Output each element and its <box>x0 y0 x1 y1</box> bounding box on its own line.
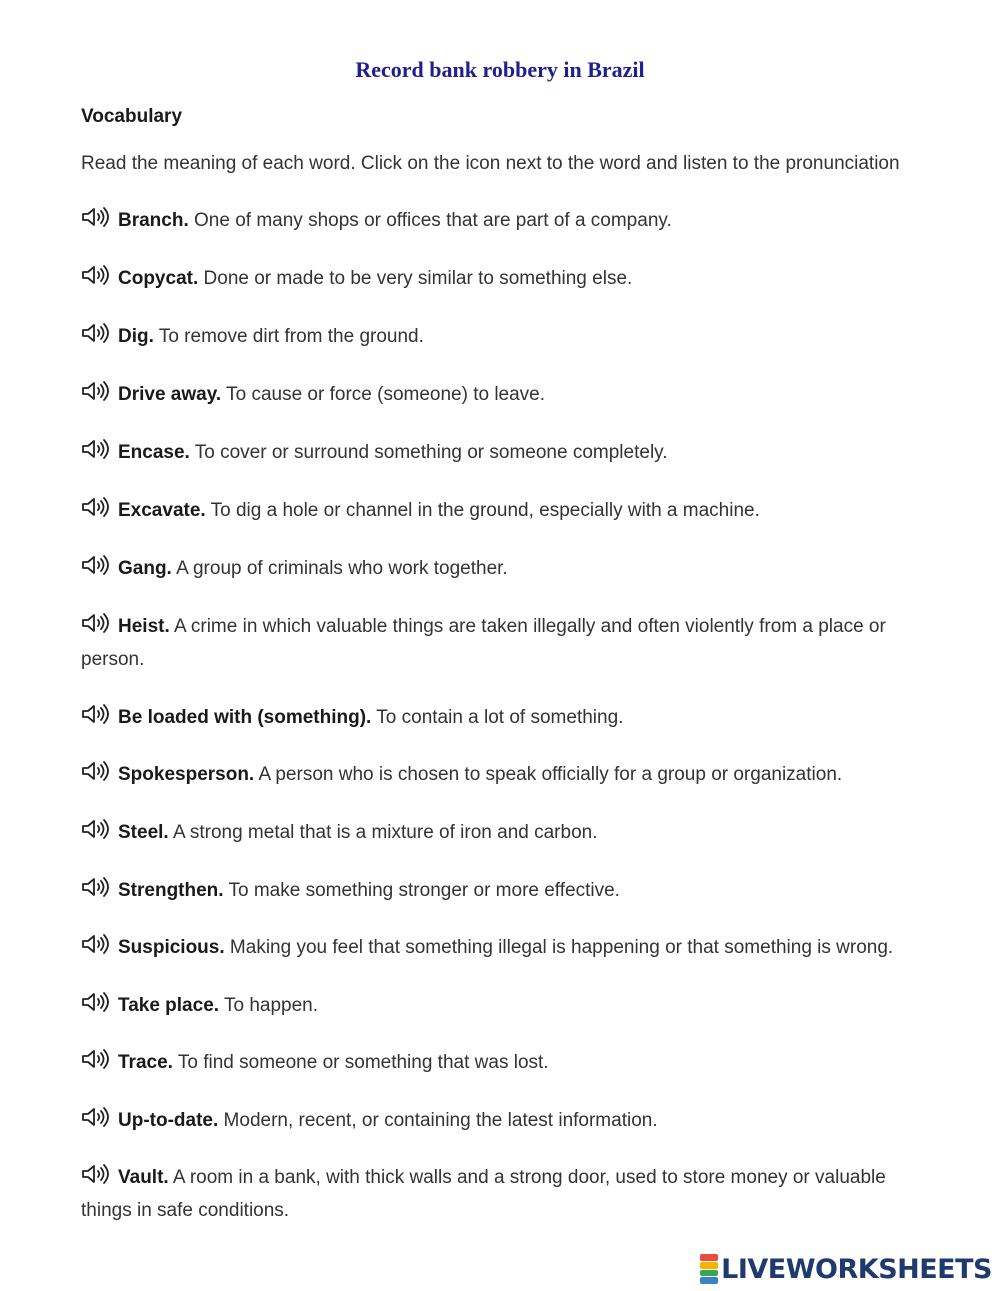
vocabulary-entry <box>81 204 931 237</box>
speaker-icon[interactable] <box>81 322 113 344</box>
speaker-icon[interactable] <box>81 818 113 840</box>
speaker-icon[interactable] <box>81 1048 113 1070</box>
section-heading: Vocabulary <box>81 106 183 127</box>
vocabulary-definition: A crime in which valuable things are taken illegally and often violently from a place or person. <box>81 616 886 670</box>
vocabulary-entry <box>81 320 931 353</box>
vocabulary-definition: Modern, recent, or containing the latest information. <box>223 1110 658 1131</box>
page-title: Record bank robbery in Brazil <box>355 57 645 82</box>
vocabulary-term: Take place. <box>118 995 220 1016</box>
logo-mark-icon <box>700 1254 718 1284</box>
vocabulary-term: Heist. <box>118 616 170 637</box>
vocabulary-term: Vault. <box>118 1167 169 1188</box>
vocabulary-definition: To happen. <box>223 995 319 1016</box>
speaker-icon[interactable] <box>81 703 113 725</box>
vocabulary-term: Dig. <box>118 326 154 347</box>
liveworksheets-logo <box>700 1252 992 1286</box>
vocabulary-entry <box>81 494 931 527</box>
vocabulary-entry <box>81 931 931 964</box>
speaker-icon[interactable] <box>81 438 113 460</box>
vocabulary-definition: To find someone or something that was lost. <box>177 1052 549 1073</box>
vocabulary-definition: A strong metal that is a mixture of iron and carbon. <box>172 822 598 843</box>
vocabulary-entry <box>81 701 931 734</box>
speaker-icon[interactable] <box>81 876 113 898</box>
vocabulary-term: Gang. <box>118 558 172 579</box>
vocabulary-entry <box>81 610 931 676</box>
speaker-icon[interactable] <box>81 264 113 286</box>
instructions-text: Read the meaning of each word. Click on the icon next to the word and listen to the pronunciation <box>81 153 900 174</box>
vocabulary-definition: Making you feel that something illegal is happening or that something is wrong. <box>229 937 894 958</box>
speaker-icon[interactable] <box>81 933 113 955</box>
vocabulary-definition: To contain a lot of something. <box>376 707 624 728</box>
speaker-icon[interactable] <box>81 496 113 518</box>
vocabulary-term: Trace. <box>118 1052 173 1073</box>
speaker-icon[interactable] <box>81 1106 113 1128</box>
speaker-icon[interactable] <box>81 1163 113 1185</box>
vocabulary-entry <box>81 1104 931 1137</box>
vocabulary-term: Copycat. <box>118 268 199 289</box>
logo-text: LIVEWORKSHEETS <box>721 1253 992 1285</box>
vocabulary-term: Drive away. <box>118 384 222 405</box>
vocabulary-definition: One of many shops or offices that are part of a company. <box>194 210 672 231</box>
speaker-icon[interactable] <box>81 380 113 402</box>
vocabulary-term: Branch. <box>118 210 189 231</box>
vocabulary-entry <box>81 552 931 585</box>
vocabulary-definition: To dig a hole or channel in the ground, especially with a machine. <box>210 500 760 521</box>
speaker-icon[interactable] <box>81 991 113 1013</box>
vocabulary-term: Strengthen. <box>118 880 224 901</box>
vocabulary-entry <box>81 262 931 295</box>
logo-color-block <box>700 1270 718 1277</box>
vocabulary-entry <box>81 436 931 469</box>
vocabulary-definition: A group of criminals who work together. <box>176 558 508 579</box>
vocabulary-definition: To make something stronger or more effective. <box>228 880 620 901</box>
vocabulary-entry <box>81 1161 931 1227</box>
vocabulary-definition: To cover or surround something or someone completely. <box>194 442 668 463</box>
vocabulary-entry <box>81 874 931 907</box>
vocabulary-entry <box>81 758 931 791</box>
vocabulary-term: Excavate. <box>118 500 206 521</box>
vocabulary-term: Encase. <box>118 442 190 463</box>
speaker-icon[interactable] <box>81 554 113 576</box>
vocabulary-definition: To remove dirt from the ground. <box>158 326 424 347</box>
logo-color-block <box>700 1262 718 1269</box>
vocabulary-entry <box>81 378 931 411</box>
vocabulary-term: Spokesperson. <box>118 764 255 785</box>
vocabulary-term: Be loaded with (something). <box>118 707 372 728</box>
vocabulary-entry <box>81 1046 931 1079</box>
vocabulary-definition: A room in a bank, with thick walls and a strong door, used to store money or valuable things in safe conditions. <box>81 1167 886 1221</box>
vocabulary-term: Suspicious. <box>118 937 225 958</box>
speaker-icon[interactable] <box>81 206 113 228</box>
vocabulary-term: Up-to-date. <box>118 1110 219 1131</box>
vocabulary-entry <box>81 816 931 849</box>
speaker-icon[interactable] <box>81 612 113 634</box>
logo-color-block <box>700 1254 718 1261</box>
vocabulary-definition: To cause or force (someone) to leave. <box>226 384 546 405</box>
vocabulary-definition: Done or made to be very similar to something else. <box>203 268 633 289</box>
logo-color-block <box>700 1277 718 1284</box>
vocabulary-entry <box>81 989 931 1022</box>
vocabulary-definition: A person who is chosen to speak officially for a group or organization. <box>258 764 843 785</box>
speaker-icon[interactable] <box>81 760 113 782</box>
vocabulary-term: Steel. <box>118 822 169 843</box>
